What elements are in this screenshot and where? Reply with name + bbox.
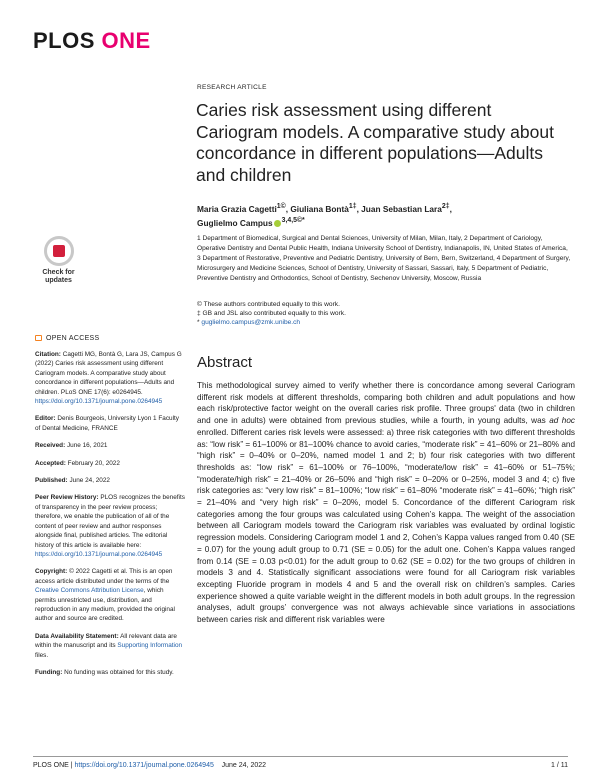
author-bonta[interactable]: , Giuliana Bontà — [285, 203, 349, 214]
copyright: Copyright: © 2022 Cagetti et al. This is an open access article distributed under the terms of the Creative Commons Attribution License, which permits unrestricted use, distribution, and reproduction in any medium, provided the original author and source are credited. — [35, 568, 175, 623]
footer-doi-link[interactable]: https://doi.org/10.1371/journal.pone.0264945 — [74, 762, 214, 769]
author-sup: 3,4,5©* — [281, 217, 305, 225]
logo-plos: PLOS — [33, 28, 95, 53]
open-access-label: OPEN ACCESS — [35, 334, 99, 342]
citation: Citation: Cagetti MG, Bontà G, Lara JS, Campus G (2022) Caries risk assessment using different Cariogram models. A comparative study about concordance in different populations—Adults and children. PLoS ONE 17(6): e0264945. https://doi.org/10.1371/journal.pone.0264945 — [35, 351, 182, 406]
author-sup: 1‡ — [348, 203, 357, 210]
check-updates-icon — [44, 236, 74, 266]
open-lock-icon — [35, 335, 42, 341]
author-sup: 2‡ — [441, 203, 450, 210]
data-availability: Data Availability Statement: All relevant data are within the manuscript and its Supporting Information files. — [35, 632, 183, 659]
page-number: 1 / 11 — [551, 762, 568, 769]
peer-review-link[interactable]: https://doi.org/10.1371/journal.pone.0264945 — [35, 550, 163, 558]
received-date: Received: June 16, 2021 — [35, 442, 108, 450]
article-title: Caries risk assessment using different Cariogram models. A comparative study about concordance in different populations—Adults and children — [196, 100, 554, 185]
footer-divider — [33, 756, 568, 757]
logo-one: ONE — [101, 28, 151, 53]
author-sup: 1© — [276, 203, 286, 210]
article-info-sidebar — [35, 350, 185, 685]
author-list — [197, 201, 567, 230]
page-footer: PLOS ONE | https://doi.org/10.1371/journal.pone.0264945 June 24, 2022 1 / 11 — [33, 762, 568, 769]
author-campus[interactable]: Guglielmo Campus — [197, 218, 273, 229]
journal-logo[interactable] — [33, 28, 151, 54]
abstract-body: This methodological survey aimed to verify whether there is concordance among several Cariogram different risk models at different thresholds, comparing both children and adult populations and how each risk/protective factor weight on the overall caries risk profile. Three groups' data (two in children and one in adults) were obtained from previous studies, while a fourth, in young adults, was ad hoc enrolled. Different caries risk levels were assessed: a) three risk categories with two different thresholds as: “low risk” = 61–100% or 81–100% chance to avoid caries, “moderate risk” = 41–60% or 21–80% and “high risk” = 0–40% or 0–20%, named model 1 and 2; b) four risk categories with two different thresholds as: “low risk” = 61–100% or 76–100%, “moderate/low risk” = 41–60% or 51–75%; “moderate/high risk” = 21–40% or 26–50% and “high risk” = 0–20% or 0–25%, model 3 and 4; c) five risk categories as: “very low risk” = 81–100%; “low risk” = 61–80% “moderate risk” = 41–60%; “high risk” = 21–40% and “very high risk” = 0–20%, model 5. Concordance of the different Cariogram risk categories among the four groups was calculated using Cohen’s kappa. The weight of the association between all Cariogram models toward the Cariogram risk variables was evaluated by ordinal logistic regression models. Considering Cariogram model 1 and 2, Cohen’s Kappa values ranged from 0.40 (SE = 0.07) for the young adult group to 0.71 (SE = 0.05) for the adult one. Cohen’s Kappa values ranged from 0.14 (SE = 0.03 p<0.01) for the adult group to 0.62 (SE = 0.02) for the two groups of children in models 3 and 4. Statistically significant associations were found for all Cariogram risk variables excepting Fluoride program in models 4 and 5 and the overall risk on children’s samples. Caries experience showed a quite variable weight in the different models in both adult groups. In the regression analyses, adult groups’ convergence was not always achievable since variations in associations between caries risk and different risk variables were — [197, 381, 575, 625]
accepted-date: Accepted: February 20, 2022 — [35, 459, 120, 467]
note-equal: © These authors contributed equally to this work. — [197, 301, 340, 308]
funding: Funding: No funding was obtained for this study. — [35, 668, 174, 676]
affiliations: 1 Department of Biomedical, Surgical and Dental Sciences, University of Milan, Milan, Italy, 2 Department of Cariology, Operative Dentistry and Dental Public Health, Indiana University School of Dentistry, Indianapolis, IN, United States of America, 3 Department of Restorative, Preventive and Pediatric Dentistry, University of Bern, Bern, Switzerland, 4 Department of Surgery, Microsurgery and Medicine Sciences, School of Dentistry, University of Sassari, Sassari, Italy, 5 Department of Pediatric, Preventive Dentistry and Orthodontics, School of Dentistry, Sechenov University, Moscow, Russia — [197, 235, 571, 282]
citation-doi-link[interactable]: https://doi.org/10.1371/journal.pone.0264945 — [35, 398, 163, 406]
peer-review-history: Peer Review History: PLOS recognizes the benefits of transparency in the peer review process; therefore, we enable the publication of all of the content of peer review and author responses alongside final, published articles. The editorial history of this article is available here: https://doi.org/10.1371/journal.pone.0264945 — [35, 494, 185, 558]
check-for-updates-badge[interactable] — [35, 236, 82, 288]
note-gb-jsl: ‡ GB and JSL also contributed equally to this work. — [197, 310, 346, 317]
published-date: Published: June 24, 2022 — [35, 477, 110, 485]
author-sep: , — [449, 203, 452, 214]
check-updates-label: Check for updates — [42, 269, 75, 284]
orcid-icon[interactable] — [274, 220, 281, 227]
email-link[interactable]: guglielmo.campus@zmk.unibe.ch — [201, 319, 301, 326]
license-link[interactable]: Creative Commons Attribution License — [35, 587, 144, 595]
author-lara[interactable]: , Juan Sebastian Lara — [356, 203, 442, 214]
supporting-info-link[interactable]: Supporting Information — [117, 642, 183, 650]
abstract-heading: Abstract — [197, 354, 253, 371]
author-cagetti[interactable]: Maria Grazia Cagetti — [197, 203, 277, 214]
article-type: RESEARCH ARTICLE — [197, 84, 267, 91]
footer-journal: PLOS ONE — [33, 762, 69, 769]
editor: Editor: Denis Bourgeois, University Lyon 1 Faculty of Dental Medicine, FRANCE — [35, 415, 179, 432]
note-email: * guglielmo.campus@zmk.unibe.ch — [197, 319, 301, 326]
footer-date: June 24, 2022 — [221, 762, 267, 769]
author-notes — [197, 300, 567, 327]
